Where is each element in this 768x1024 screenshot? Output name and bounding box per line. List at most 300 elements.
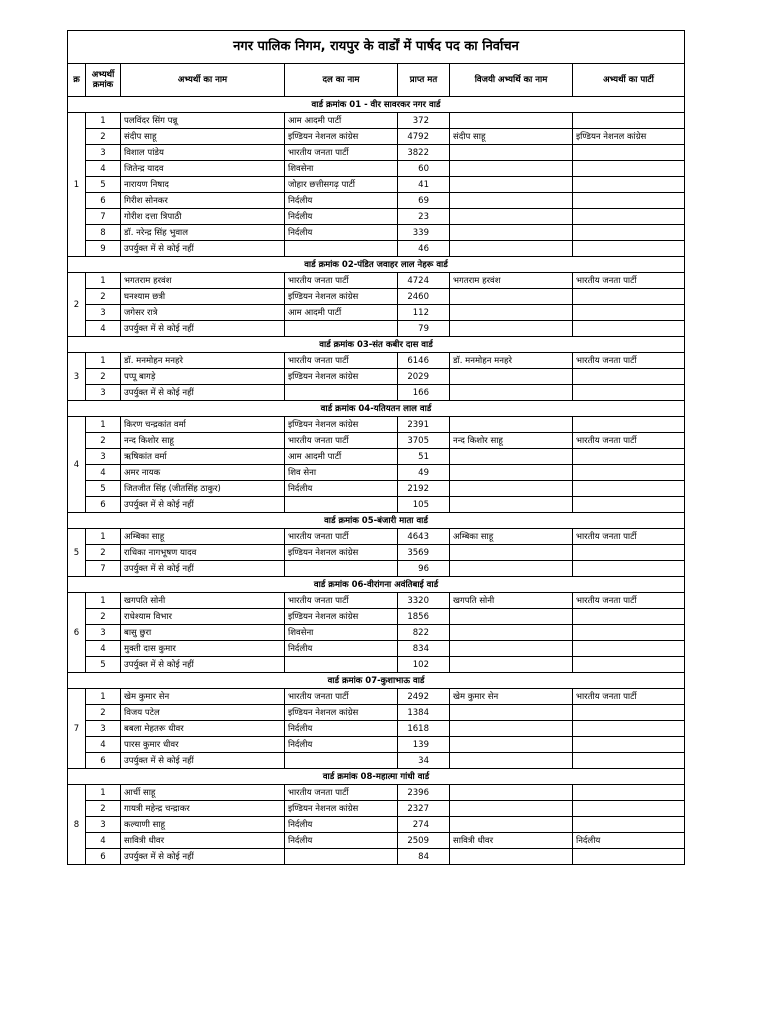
candidate-row bbox=[68, 129, 685, 145]
candidate-name: पलविंदर सिंग पन्नू bbox=[121, 113, 285, 129]
candidate-number: 8 bbox=[86, 225, 121, 241]
candidate-number: 6 bbox=[86, 193, 121, 209]
votes-received: 69 bbox=[398, 193, 450, 209]
party-name: भारतीय जनता पार्टी bbox=[285, 689, 398, 705]
candidate-name: गोरीश दत्ता त्रिपाठी bbox=[121, 209, 285, 225]
candidate-number: 6 bbox=[86, 849, 121, 865]
votes-received: 2029 bbox=[398, 369, 450, 385]
winner-name bbox=[450, 305, 573, 321]
header-party: दल का नाम bbox=[285, 64, 398, 97]
candidate-row bbox=[68, 225, 685, 241]
candidate-number: 1 bbox=[86, 353, 121, 369]
candidate-number: 3 bbox=[86, 721, 121, 737]
candidate-row bbox=[68, 593, 685, 609]
candidate-name: डॉ. नरेन्द्र सिंह भुवाल bbox=[121, 225, 285, 241]
candidate-number: 4 bbox=[86, 321, 121, 337]
winner-name: नन्द किशोर साहू bbox=[450, 433, 573, 449]
candidate-row bbox=[68, 801, 685, 817]
candidate-name: राधिका नागभूषण यादव bbox=[121, 545, 285, 561]
winner-party bbox=[573, 321, 685, 337]
ward-title: वार्ड क्रमांक 02-पंडित जवाहर लाल नेहरू वार्ड bbox=[68, 257, 685, 273]
winner-party bbox=[573, 145, 685, 161]
candidate-name: जितेन्द्र यादव bbox=[121, 161, 285, 177]
party-name: भारतीय जनता पार्टी bbox=[285, 593, 398, 609]
candidate-row bbox=[68, 289, 685, 305]
votes-received: 1384 bbox=[398, 705, 450, 721]
winner-party bbox=[573, 817, 685, 833]
votes-received: 2509 bbox=[398, 833, 450, 849]
candidate-name: उपर्युक्त में से कोई नहीं bbox=[121, 849, 285, 865]
candidate-name: अमर नायक bbox=[121, 465, 285, 481]
winner-name bbox=[450, 705, 573, 721]
party-name: निर्दलीय bbox=[285, 817, 398, 833]
votes-received: 834 bbox=[398, 641, 450, 657]
candidate-number: 4 bbox=[86, 465, 121, 481]
winner-name bbox=[450, 785, 573, 801]
votes-received: 4792 bbox=[398, 129, 450, 145]
winner-party: भारतीय जनता पार्टी bbox=[573, 689, 685, 705]
party-name: भारतीय जनता पार्टी bbox=[285, 529, 398, 545]
candidate-number: 2 bbox=[86, 369, 121, 385]
votes-received: 372 bbox=[398, 113, 450, 129]
candidate-name: उपर्युक्त में से कोई नहीं bbox=[121, 753, 285, 769]
candidate-row bbox=[68, 689, 685, 705]
candidate-number: 4 bbox=[86, 833, 121, 849]
party-name: भारतीय जनता पार्टी bbox=[285, 785, 398, 801]
votes-received: 2492 bbox=[398, 689, 450, 705]
winner-party bbox=[573, 177, 685, 193]
winner-name bbox=[450, 225, 573, 241]
winner-party bbox=[573, 561, 685, 577]
party-name: इण्डियन नेशनल कांग्रेस bbox=[285, 369, 398, 385]
winner-party bbox=[573, 641, 685, 657]
winner-name bbox=[450, 417, 573, 433]
candidate-name: उपर्युक्त में से कोई नहीं bbox=[121, 657, 285, 673]
candidate-number: 1 bbox=[86, 417, 121, 433]
candidate-name: नारायण निषाद bbox=[121, 177, 285, 193]
candidate-name: भगतराम हरवंश bbox=[121, 273, 285, 289]
candidate-name: राधेश्याम विभार bbox=[121, 609, 285, 625]
ward-number: 5 bbox=[68, 529, 86, 577]
candidate-name: डॉ. मनमोहन मनहरे bbox=[121, 353, 285, 369]
candidate-row bbox=[68, 561, 685, 577]
candidate-name: आर्ची साहू bbox=[121, 785, 285, 801]
candidate-row bbox=[68, 273, 685, 289]
winner-name bbox=[450, 625, 573, 641]
votes-received: 49 bbox=[398, 465, 450, 481]
party-name: भारतीय जनता पार्टी bbox=[285, 273, 398, 289]
candidate-number: 2 bbox=[86, 433, 121, 449]
party-name: भारतीय जनता पार्टी bbox=[285, 353, 398, 369]
candidate-name: नन्द किशोर साहू bbox=[121, 433, 285, 449]
winner-name: संदीप साहू bbox=[450, 129, 573, 145]
winner-party bbox=[573, 625, 685, 641]
winner-party bbox=[573, 465, 685, 481]
ward-number: 4 bbox=[68, 417, 86, 513]
candidate-number: 3 bbox=[86, 305, 121, 321]
candidate-number: 6 bbox=[86, 497, 121, 513]
winner-party: निर्दलीय bbox=[573, 833, 685, 849]
winner-party: भारतीय जनता पार्टी bbox=[573, 273, 685, 289]
winner-party bbox=[573, 497, 685, 513]
party-name: इण्डियन नेशनल कांग्रेस bbox=[285, 417, 398, 433]
votes-received: 6146 bbox=[398, 353, 450, 369]
party-name: आम आदमी पार्टी bbox=[285, 305, 398, 321]
votes-received: 822 bbox=[398, 625, 450, 641]
winner-name bbox=[450, 737, 573, 753]
winner-party bbox=[573, 449, 685, 465]
candidate-number: 7 bbox=[86, 209, 121, 225]
votes-received: 84 bbox=[398, 849, 450, 865]
party-name: शिवसेना bbox=[285, 161, 398, 177]
winner-party bbox=[573, 753, 685, 769]
candidate-row bbox=[68, 481, 685, 497]
candidate-number: 9 bbox=[86, 241, 121, 257]
votes-received: 2327 bbox=[398, 801, 450, 817]
candidate-row bbox=[68, 369, 685, 385]
candidate-name: कल्याणी साहू bbox=[121, 817, 285, 833]
candidate-row bbox=[68, 177, 685, 193]
party-name: इण्डियन नेशनल कांग्रेस bbox=[285, 289, 398, 305]
candidate-row bbox=[68, 145, 685, 161]
winner-party bbox=[573, 193, 685, 209]
party-name: निर्दलीय bbox=[285, 193, 398, 209]
votes-received: 79 bbox=[398, 321, 450, 337]
votes-received: 2391 bbox=[398, 417, 450, 433]
party-name: इण्डियन नेशनल कांग्रेस bbox=[285, 705, 398, 721]
ward-title-row bbox=[68, 577, 685, 593]
votes-received: 2396 bbox=[398, 785, 450, 801]
winner-party bbox=[573, 385, 685, 401]
candidate-row bbox=[68, 241, 685, 257]
votes-received: 2460 bbox=[398, 289, 450, 305]
winner-party bbox=[573, 721, 685, 737]
ward-title-row bbox=[68, 401, 685, 417]
winner-party bbox=[573, 737, 685, 753]
candidate-row bbox=[68, 417, 685, 433]
winner-name bbox=[450, 801, 573, 817]
winner-name: खगपति सोनी bbox=[450, 593, 573, 609]
candidate-number: 3 bbox=[86, 625, 121, 641]
candidate-name: उपर्युक्त में से कोई नहीं bbox=[121, 321, 285, 337]
candidate-name: संदीप साहू bbox=[121, 129, 285, 145]
votes-received: 3569 bbox=[398, 545, 450, 561]
ward-title: वार्ड क्रमांक 01 - वीर सावरकर नगर वार्ड bbox=[68, 97, 685, 113]
votes-received: 3705 bbox=[398, 433, 450, 449]
winner-name bbox=[450, 465, 573, 481]
party-name: निर्दलीय bbox=[285, 209, 398, 225]
votes-received: 1856 bbox=[398, 609, 450, 625]
header-serial: क्र bbox=[68, 64, 86, 97]
winner-party bbox=[573, 209, 685, 225]
candidate-row bbox=[68, 737, 685, 753]
ward-title-row bbox=[68, 337, 685, 353]
votes-received: 102 bbox=[398, 657, 450, 673]
candidate-name: जगेसर रात्रे bbox=[121, 305, 285, 321]
party-name: शिव सेना bbox=[285, 465, 398, 481]
party-name bbox=[285, 657, 398, 673]
votes-received: 112 bbox=[398, 305, 450, 321]
ward-title: वार्ड क्रमांक 03-संत कबीर दास वार्ड bbox=[68, 337, 685, 353]
winner-name bbox=[450, 385, 573, 401]
winner-name bbox=[450, 113, 573, 129]
candidate-name: खगपति सोनी bbox=[121, 593, 285, 609]
candidate-name: बासु छुरा bbox=[121, 625, 285, 641]
candidate-row bbox=[68, 529, 685, 545]
candidate-number: 4 bbox=[86, 161, 121, 177]
ward-title-row bbox=[68, 257, 685, 273]
party-name: इण्डियन नेशनल कांग्रेस bbox=[285, 545, 398, 561]
candidate-row bbox=[68, 753, 685, 769]
header-winner: विजयी अभ्यर्थि का नाम bbox=[450, 64, 573, 97]
party-name bbox=[285, 561, 398, 577]
candidate-row bbox=[68, 785, 685, 801]
winner-name bbox=[450, 193, 573, 209]
candidate-number: 4 bbox=[86, 641, 121, 657]
candidate-row bbox=[68, 833, 685, 849]
header-candidate-name: अभ्यर्थी का नाम bbox=[121, 64, 285, 97]
ward-number: 7 bbox=[68, 689, 86, 769]
candidate-name: उपर्युक्त में से कोई नहीं bbox=[121, 385, 285, 401]
winner-party: भारतीय जनता पार्टी bbox=[573, 593, 685, 609]
candidate-row bbox=[68, 657, 685, 673]
winner-name: भगतराम हरवंश bbox=[450, 273, 573, 289]
winner-name: डॉ. मनमोहन मनहरे bbox=[450, 353, 573, 369]
candidate-row bbox=[68, 449, 685, 465]
party-name: आम आदमी पार्टी bbox=[285, 113, 398, 129]
votes-received: 41 bbox=[398, 177, 450, 193]
votes-received: 139 bbox=[398, 737, 450, 753]
candidate-number: 1 bbox=[86, 689, 121, 705]
winner-name bbox=[450, 369, 573, 385]
party-name: निर्दलीय bbox=[285, 833, 398, 849]
winner-name bbox=[450, 753, 573, 769]
winner-party: भारतीय जनता पार्टी bbox=[573, 529, 685, 545]
candidate-number: 2 bbox=[86, 129, 121, 145]
votes-received: 34 bbox=[398, 753, 450, 769]
ward-number: 1 bbox=[68, 113, 86, 257]
winner-party bbox=[573, 161, 685, 177]
votes-received: 3320 bbox=[398, 593, 450, 609]
candidate-row bbox=[68, 609, 685, 625]
candidate-number: 2 bbox=[86, 801, 121, 817]
candidate-number: 3 bbox=[86, 449, 121, 465]
ward-title: वार्ड क्रमांक 07-कुशाभाऊ वार्ड bbox=[68, 673, 685, 689]
candidate-name: घनश्याम छत्री bbox=[121, 289, 285, 305]
header-candidate-no: अभ्यर्थी क्रमांक bbox=[86, 64, 121, 97]
page-title: नगर पालिक निगम, रायपुर के वार्डों में पार्षद पद का निर्वाचन bbox=[68, 31, 685, 64]
candidate-row bbox=[68, 817, 685, 833]
votes-received: 166 bbox=[398, 385, 450, 401]
candidate-name: उपर्युक्त में से कोई नहीं bbox=[121, 497, 285, 513]
votes-received: 1618 bbox=[398, 721, 450, 737]
party-name: भारतीय जनता पार्टी bbox=[285, 433, 398, 449]
header-winner-party: अभ्यर्थी का पार्टी bbox=[573, 64, 685, 97]
candidate-name: ऋषिकांत वर्मा bbox=[121, 449, 285, 465]
ward-title-row bbox=[68, 673, 685, 689]
candidate-number: 3 bbox=[86, 385, 121, 401]
party-name: निर्दलीय bbox=[285, 225, 398, 241]
votes-received: 4643 bbox=[398, 529, 450, 545]
candidate-number: 2 bbox=[86, 705, 121, 721]
winner-name bbox=[450, 641, 573, 657]
party-name: भारतीय जनता पार्टी bbox=[285, 145, 398, 161]
winner-party bbox=[573, 481, 685, 497]
votes-received: 4724 bbox=[398, 273, 450, 289]
winner-name bbox=[450, 321, 573, 337]
candidate-name: पप्पू बागड़े bbox=[121, 369, 285, 385]
party-name bbox=[285, 497, 398, 513]
candidate-number: 7 bbox=[86, 561, 121, 577]
candidate-name: सावित्री धीवर bbox=[121, 833, 285, 849]
candidate-name: पारस कुमार धीवर bbox=[121, 737, 285, 753]
winner-name bbox=[450, 145, 573, 161]
winner-name bbox=[450, 817, 573, 833]
winner-name bbox=[450, 449, 573, 465]
ward-title-row bbox=[68, 97, 685, 113]
winner-party bbox=[573, 545, 685, 561]
results-sheet bbox=[67, 30, 684, 865]
ward-title: वार्ड क्रमांक 05-बंजारी माता वार्ड bbox=[68, 513, 685, 529]
winner-name: सावित्री धीवर bbox=[450, 833, 573, 849]
winner-party bbox=[573, 113, 685, 129]
candidate-name: विशाल पांडेय bbox=[121, 145, 285, 161]
party-name: जोहार छत्तीसगढ़ पार्टी bbox=[285, 177, 398, 193]
candidate-number: 1 bbox=[86, 529, 121, 545]
candidate-row bbox=[68, 705, 685, 721]
ward-number: 6 bbox=[68, 593, 86, 673]
candidate-number: 4 bbox=[86, 737, 121, 753]
candidate-name: मुक्ती दास कुमार bbox=[121, 641, 285, 657]
candidate-row bbox=[68, 641, 685, 657]
winner-name bbox=[450, 609, 573, 625]
winner-name bbox=[450, 721, 573, 737]
party-name bbox=[285, 849, 398, 865]
results-table bbox=[67, 30, 685, 865]
winner-party: भारतीय जनता पार्टी bbox=[573, 353, 685, 369]
ward-title: वार्ड क्रमांक 08-महात्मा गांधी वार्ड bbox=[68, 769, 685, 785]
candidate-row bbox=[68, 113, 685, 129]
candidate-row bbox=[68, 497, 685, 513]
party-name bbox=[285, 753, 398, 769]
results-body bbox=[68, 31, 685, 865]
candidate-number: 1 bbox=[86, 785, 121, 801]
candidate-row bbox=[68, 353, 685, 369]
winner-name bbox=[450, 481, 573, 497]
winner-name bbox=[450, 657, 573, 673]
candidate-row bbox=[68, 193, 685, 209]
winner-name bbox=[450, 497, 573, 513]
votes-received: 339 bbox=[398, 225, 450, 241]
candidate-row bbox=[68, 625, 685, 641]
votes-received: 96 bbox=[398, 561, 450, 577]
winner-name bbox=[450, 545, 573, 561]
ward-title: वार्ड क्रमांक 04-यतियतन लाल वार्ड bbox=[68, 401, 685, 417]
winner-name bbox=[450, 849, 573, 865]
candidate-name: गायत्री महेन्द्र चन्द्राकर bbox=[121, 801, 285, 817]
ward-title-row bbox=[68, 769, 685, 785]
candidate-row bbox=[68, 545, 685, 561]
candidate-name: किरण चन्द्रकांत वर्मा bbox=[121, 417, 285, 433]
candidate-number: 3 bbox=[86, 145, 121, 161]
candidate-row bbox=[68, 433, 685, 449]
party-name bbox=[285, 321, 398, 337]
ward-title: वार्ड क्रमांक 06-वीरांगना अवंतिबाई वार्ड bbox=[68, 577, 685, 593]
candidate-row bbox=[68, 721, 685, 737]
candidate-row bbox=[68, 305, 685, 321]
party-name: इण्डियन नेशनल कांग्रेस bbox=[285, 801, 398, 817]
candidate-name: बबला मेहतरू धीवर bbox=[121, 721, 285, 737]
header-row bbox=[68, 64, 685, 97]
winner-name bbox=[450, 177, 573, 193]
candidate-row bbox=[68, 161, 685, 177]
winner-party bbox=[573, 849, 685, 865]
candidate-row bbox=[68, 321, 685, 337]
winner-party bbox=[573, 609, 685, 625]
votes-received: 2192 bbox=[398, 481, 450, 497]
ward-number: 8 bbox=[68, 785, 86, 865]
winner-party bbox=[573, 289, 685, 305]
candidate-name: उपर्युक्त में से कोई नहीं bbox=[121, 241, 285, 257]
candidate-number: 1 bbox=[86, 273, 121, 289]
candidate-row bbox=[68, 465, 685, 481]
winner-party bbox=[573, 785, 685, 801]
winner-party bbox=[573, 801, 685, 817]
candidate-name: विजय पटेल bbox=[121, 705, 285, 721]
candidate-number: 1 bbox=[86, 593, 121, 609]
candidate-number: 3 bbox=[86, 817, 121, 833]
votes-received: 51 bbox=[398, 449, 450, 465]
party-name: निर्दलीय bbox=[285, 737, 398, 753]
candidate-name: जितजीत सिंह (जीतसिंह ठाकुर) bbox=[121, 481, 285, 497]
candidate-number: 2 bbox=[86, 289, 121, 305]
candidate-number: 2 bbox=[86, 609, 121, 625]
ward-title-row bbox=[68, 513, 685, 529]
candidate-name: उपर्युक्त में से कोई नहीं bbox=[121, 561, 285, 577]
votes-received: 274 bbox=[398, 817, 450, 833]
winner-party: भारतीय जनता पार्टी bbox=[573, 433, 685, 449]
winner-party bbox=[573, 417, 685, 433]
candidate-number: 5 bbox=[86, 177, 121, 193]
votes-received: 46 bbox=[398, 241, 450, 257]
winner-name bbox=[450, 289, 573, 305]
winner-party bbox=[573, 305, 685, 321]
votes-received: 3822 bbox=[398, 145, 450, 161]
candidate-number: 1 bbox=[86, 113, 121, 129]
winner-party bbox=[573, 705, 685, 721]
winner-name: खेम कुमार सेन bbox=[450, 689, 573, 705]
party-name: आम आदमी पार्टी bbox=[285, 449, 398, 465]
winner-party bbox=[573, 225, 685, 241]
winner-name bbox=[450, 161, 573, 177]
winner-name bbox=[450, 561, 573, 577]
candidate-name: अम्बिका साहू bbox=[121, 529, 285, 545]
party-name: इण्डियन नेशनल कांग्रेस bbox=[285, 129, 398, 145]
header-votes: प्राप्त मत bbox=[398, 64, 450, 97]
votes-received: 23 bbox=[398, 209, 450, 225]
winner-party bbox=[573, 657, 685, 673]
candidate-number: 5 bbox=[86, 481, 121, 497]
ward-number: 3 bbox=[68, 353, 86, 401]
candidate-number: 5 bbox=[86, 657, 121, 673]
candidate-row bbox=[68, 209, 685, 225]
title-row bbox=[68, 31, 685, 64]
winner-party: इण्डियन नेशनल कांग्रेस bbox=[573, 129, 685, 145]
party-name bbox=[285, 241, 398, 257]
party-name: शिवसेना bbox=[285, 625, 398, 641]
party-name bbox=[285, 385, 398, 401]
party-name: निर्दलीय bbox=[285, 481, 398, 497]
